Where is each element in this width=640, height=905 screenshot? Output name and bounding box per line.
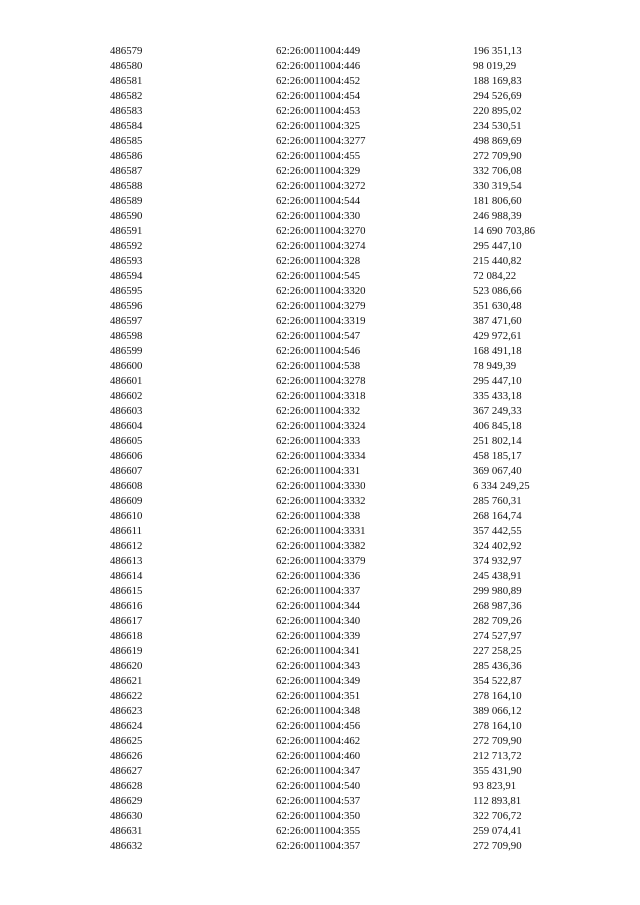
cadastral-number: 62:26:0011004:351 bbox=[276, 690, 361, 702]
cadastral-value: 523 086,66 bbox=[473, 285, 522, 297]
table-row bbox=[0, 494, 640, 509]
row-number: 486625 bbox=[110, 735, 143, 747]
row-number: 486608 bbox=[110, 480, 143, 492]
cadastral-value: 6 334 249,25 bbox=[473, 480, 530, 492]
table-row bbox=[0, 119, 640, 134]
row-number: 486591 bbox=[110, 225, 143, 237]
cadastral-number: 62:26:0011004:341 bbox=[276, 645, 361, 657]
row-number: 486618 bbox=[110, 630, 143, 642]
table-row bbox=[0, 524, 640, 539]
cadastral-value: 72 084,22 bbox=[473, 270, 517, 282]
cadastral-number: 62:26:0011004:462 bbox=[276, 735, 361, 747]
row-number: 486590 bbox=[110, 210, 143, 222]
table-row bbox=[0, 359, 640, 374]
table-row bbox=[0, 254, 640, 269]
cadastral-value-table bbox=[0, 44, 640, 854]
cadastral-value: 14 690 703,86 bbox=[473, 225, 536, 237]
cadastral-value: 220 895,02 bbox=[473, 105, 522, 117]
cadastral-number: 62:26:0011004:452 bbox=[276, 75, 361, 87]
row-number: 486587 bbox=[110, 165, 143, 177]
cadastral-value: 387 471,60 bbox=[473, 315, 522, 327]
cadastral-number: 62:26:0011004:537 bbox=[276, 795, 361, 807]
cadastral-number: 62:26:0011004:349 bbox=[276, 675, 361, 687]
cadastral-number: 62:26:0011004:332 bbox=[276, 405, 361, 417]
cadastral-number: 62:26:0011004:540 bbox=[276, 780, 361, 792]
row-number: 486584 bbox=[110, 120, 143, 132]
row-number: 486610 bbox=[110, 510, 143, 522]
row-number: 486607 bbox=[110, 465, 143, 477]
table-row bbox=[0, 674, 640, 689]
row-number: 486611 bbox=[110, 525, 142, 537]
table-row bbox=[0, 179, 640, 194]
table-row bbox=[0, 59, 640, 74]
cadastral-number: 62:26:0011004:3332 bbox=[276, 495, 366, 507]
cadastral-value: 330 319,54 bbox=[473, 180, 522, 192]
row-number: 486628 bbox=[110, 780, 143, 792]
cadastral-number: 62:26:0011004:3320 bbox=[276, 285, 366, 297]
cadastral-value: 429 972,61 bbox=[473, 330, 522, 342]
table-row bbox=[0, 329, 640, 344]
table-row bbox=[0, 569, 640, 584]
row-number: 486623 bbox=[110, 705, 143, 717]
table-row bbox=[0, 299, 640, 314]
row-number: 486594 bbox=[110, 270, 143, 282]
cadastral-value: 272 709,90 bbox=[473, 840, 522, 852]
cadastral-number: 62:26:0011004:454 bbox=[276, 90, 361, 102]
cadastral-value: 251 802,14 bbox=[473, 435, 522, 447]
table-row bbox=[0, 269, 640, 284]
cadastral-number: 62:26:0011004:336 bbox=[276, 570, 361, 582]
row-number: 486592 bbox=[110, 240, 143, 252]
cadastral-value: 322 706,72 bbox=[473, 810, 522, 822]
cadastral-value: 168 491,18 bbox=[473, 345, 522, 357]
row-number: 486614 bbox=[110, 570, 143, 582]
row-number: 486609 bbox=[110, 495, 143, 507]
cadastral-value: 332 706,08 bbox=[473, 165, 522, 177]
table-row bbox=[0, 584, 640, 599]
cadastral-number: 62:26:0011004:3331 bbox=[276, 525, 366, 537]
cadastral-value: 324 402,92 bbox=[473, 540, 522, 552]
cadastral-value: 181 806,60 bbox=[473, 195, 522, 207]
table-row bbox=[0, 389, 640, 404]
table-row bbox=[0, 419, 640, 434]
cadastral-value: 246 988,39 bbox=[473, 210, 522, 222]
row-number: 486581 bbox=[110, 75, 143, 87]
row-number: 486624 bbox=[110, 720, 143, 732]
cadastral-value: 278 164,10 bbox=[473, 720, 522, 732]
row-number: 486585 bbox=[110, 135, 143, 147]
cadastral-value: 335 433,18 bbox=[473, 390, 522, 402]
cadastral-number: 62:26:0011004:3278 bbox=[276, 375, 366, 387]
table-row bbox=[0, 554, 640, 569]
cadastral-value: 259 074,41 bbox=[473, 825, 522, 837]
table-row bbox=[0, 734, 640, 749]
cadastral-number: 62:26:0011004:330 bbox=[276, 210, 361, 222]
row-number: 486600 bbox=[110, 360, 143, 372]
row-number: 486579 bbox=[110, 45, 143, 57]
cadastral-value: 268 164,74 bbox=[473, 510, 522, 522]
row-number: 486593 bbox=[110, 255, 143, 267]
table-row bbox=[0, 764, 640, 779]
cadastral-value: 351 630,48 bbox=[473, 300, 522, 312]
row-number: 486630 bbox=[110, 810, 143, 822]
row-number: 486597 bbox=[110, 315, 143, 327]
row-number: 486632 bbox=[110, 840, 143, 852]
row-number: 486622 bbox=[110, 690, 143, 702]
table-row bbox=[0, 209, 640, 224]
cadastral-number: 62:26:0011004:340 bbox=[276, 615, 361, 627]
cadastral-number: 62:26:0011004:357 bbox=[276, 840, 361, 852]
cadastral-number: 62:26:0011004:446 bbox=[276, 60, 361, 72]
cadastral-number: 62:26:0011004:547 bbox=[276, 330, 361, 342]
table-row bbox=[0, 164, 640, 179]
cadastral-value: 272 709,90 bbox=[473, 735, 522, 747]
row-number: 486612 bbox=[110, 540, 143, 552]
table-row bbox=[0, 134, 640, 149]
table-row bbox=[0, 839, 640, 854]
cadastral-value: 406 845,18 bbox=[473, 420, 522, 432]
row-number: 486599 bbox=[110, 345, 143, 357]
row-number: 486604 bbox=[110, 420, 143, 432]
cadastral-number: 62:26:0011004:456 bbox=[276, 720, 361, 732]
table-row bbox=[0, 659, 640, 674]
cadastral-value: 112 893,81 bbox=[473, 795, 522, 807]
row-number: 486613 bbox=[110, 555, 143, 567]
row-number: 486620 bbox=[110, 660, 143, 672]
cadastral-value: 274 527,97 bbox=[473, 630, 522, 642]
cadastral-number: 62:26:0011004:344 bbox=[276, 600, 361, 612]
cadastral-value: 278 164,10 bbox=[473, 690, 522, 702]
row-number: 486629 bbox=[110, 795, 143, 807]
row-number: 486626 bbox=[110, 750, 143, 762]
row-number: 486621 bbox=[110, 675, 143, 687]
table-row bbox=[0, 719, 640, 734]
table-row bbox=[0, 149, 640, 164]
table-row bbox=[0, 464, 640, 479]
cadastral-value: 294 526,69 bbox=[473, 90, 522, 102]
row-number: 486598 bbox=[110, 330, 143, 342]
table-row bbox=[0, 794, 640, 809]
cadastral-number: 62:26:0011004:538 bbox=[276, 360, 361, 372]
row-number: 486595 bbox=[110, 285, 143, 297]
cadastral-value: 78 949,39 bbox=[473, 360, 517, 372]
cadastral-number: 62:26:0011004:449 bbox=[276, 45, 361, 57]
cadastral-value: 188 169,83 bbox=[473, 75, 522, 87]
row-number: 486616 bbox=[110, 600, 143, 612]
cadastral-number: 62:26:0011004:3272 bbox=[276, 180, 366, 192]
cadastral-number: 62:26:0011004:453 bbox=[276, 105, 361, 117]
row-number: 486596 bbox=[110, 300, 143, 312]
cadastral-value: 354 522,87 bbox=[473, 675, 522, 687]
cadastral-value: 245 438,91 bbox=[473, 570, 522, 582]
cadastral-number: 62:26:0011004:328 bbox=[276, 255, 361, 267]
row-number: 486602 bbox=[110, 390, 143, 402]
cadastral-number: 62:26:0011004:333 bbox=[276, 435, 361, 447]
row-number: 486619 bbox=[110, 645, 143, 657]
row-number: 486605 bbox=[110, 435, 143, 447]
cadastral-number: 62:26:0011004:339 bbox=[276, 630, 361, 642]
cadastral-value: 355 431,90 bbox=[473, 765, 522, 777]
cadastral-value: 268 987,36 bbox=[473, 600, 522, 612]
cadastral-number: 62:26:0011004:329 bbox=[276, 165, 361, 177]
table-row bbox=[0, 644, 640, 659]
row-number: 486589 bbox=[110, 195, 143, 207]
cadastral-value: 374 932,97 bbox=[473, 555, 522, 567]
cadastral-number: 62:26:0011004:343 bbox=[276, 660, 361, 672]
cadastral-number: 62:26:0011004:3270 bbox=[276, 225, 366, 237]
cadastral-number: 62:26:0011004:3277 bbox=[276, 135, 366, 147]
cadastral-number: 62:26:0011004:3319 bbox=[276, 315, 366, 327]
cadastral-number: 62:26:0011004:355 bbox=[276, 825, 361, 837]
row-number: 486627 bbox=[110, 765, 143, 777]
table-row bbox=[0, 689, 640, 704]
document-page bbox=[0, 44, 640, 854]
cadastral-number: 62:26:0011004:338 bbox=[276, 510, 361, 522]
row-number: 486586 bbox=[110, 150, 143, 162]
row-number: 486601 bbox=[110, 375, 143, 387]
cadastral-number: 62:26:0011004:3382 bbox=[276, 540, 366, 552]
cadastral-number: 62:26:0011004:546 bbox=[276, 345, 361, 357]
cadastral-number: 62:26:0011004:331 bbox=[276, 465, 361, 477]
cadastral-value: 215 440,82 bbox=[473, 255, 522, 267]
cadastral-number: 62:26:0011004:350 bbox=[276, 810, 361, 822]
table-row bbox=[0, 749, 640, 764]
cadastral-number: 62:26:0011004:3318 bbox=[276, 390, 366, 402]
cadastral-number: 62:26:0011004:544 bbox=[276, 195, 361, 207]
cadastral-value: 285 436,36 bbox=[473, 660, 522, 672]
row-number: 486615 bbox=[110, 585, 143, 597]
cadastral-number: 62:26:0011004:3379 bbox=[276, 555, 366, 567]
table-row bbox=[0, 704, 640, 719]
cadastral-number: 62:26:0011004:3324 bbox=[276, 420, 366, 432]
table-row bbox=[0, 314, 640, 329]
cadastral-number: 62:26:0011004:337 bbox=[276, 585, 361, 597]
cadastral-value: 295 447,10 bbox=[473, 240, 522, 252]
cadastral-number: 62:26:0011004:3274 bbox=[276, 240, 366, 252]
cadastral-number: 62:26:0011004:545 bbox=[276, 270, 361, 282]
cadastral-value: 295 447,10 bbox=[473, 375, 522, 387]
cadastral-value: 367 249,33 bbox=[473, 405, 522, 417]
row-number: 486606 bbox=[110, 450, 143, 462]
table-row bbox=[0, 404, 640, 419]
table-row bbox=[0, 779, 640, 794]
cadastral-number: 62:26:0011004:3334 bbox=[276, 450, 366, 462]
table-row bbox=[0, 89, 640, 104]
table-row bbox=[0, 809, 640, 824]
table-row bbox=[0, 509, 640, 524]
table-row bbox=[0, 824, 640, 839]
cadastral-value: 357 442,55 bbox=[473, 525, 522, 537]
cadastral-value: 93 823,91 bbox=[473, 780, 517, 792]
table-row bbox=[0, 74, 640, 89]
cadastral-value: 285 760,31 bbox=[473, 495, 522, 507]
cadastral-value: 299 980,89 bbox=[473, 585, 522, 597]
table-row bbox=[0, 374, 640, 389]
cadastral-number: 62:26:0011004:348 bbox=[276, 705, 361, 717]
cadastral-value: 227 258,25 bbox=[473, 645, 522, 657]
table-row bbox=[0, 539, 640, 554]
table-row bbox=[0, 104, 640, 119]
table-row bbox=[0, 224, 640, 239]
row-number: 486588 bbox=[110, 180, 143, 192]
cadastral-number: 62:26:0011004:325 bbox=[276, 120, 361, 132]
table-row bbox=[0, 284, 640, 299]
table-row bbox=[0, 479, 640, 494]
cadastral-value: 369 067,40 bbox=[473, 465, 522, 477]
row-number: 486631 bbox=[110, 825, 143, 837]
cadastral-value: 234 530,51 bbox=[473, 120, 522, 132]
table-row bbox=[0, 344, 640, 359]
cadastral-value: 458 185,17 bbox=[473, 450, 522, 462]
cadastral-value: 282 709,26 bbox=[473, 615, 522, 627]
table-row bbox=[0, 239, 640, 254]
cadastral-value: 272 709,90 bbox=[473, 150, 522, 162]
cadastral-value: 389 066,12 bbox=[473, 705, 522, 717]
cadastral-value: 498 869,69 bbox=[473, 135, 522, 147]
cadastral-number: 62:26:0011004:347 bbox=[276, 765, 361, 777]
row-number: 486603 bbox=[110, 405, 143, 417]
table-row bbox=[0, 434, 640, 449]
row-number: 486617 bbox=[110, 615, 143, 627]
table-row bbox=[0, 599, 640, 614]
row-number: 486582 bbox=[110, 90, 143, 102]
cadastral-value: 196 351,13 bbox=[473, 45, 522, 57]
cadastral-number: 62:26:0011004:460 bbox=[276, 750, 361, 762]
row-number: 486583 bbox=[110, 105, 143, 117]
table-row bbox=[0, 449, 640, 464]
cadastral-number: 62:26:0011004:3330 bbox=[276, 480, 366, 492]
cadastral-number: 62:26:0011004:455 bbox=[276, 150, 361, 162]
table-row bbox=[0, 614, 640, 629]
table-row bbox=[0, 44, 640, 59]
cadastral-number: 62:26:0011004:3279 bbox=[276, 300, 366, 312]
table-row bbox=[0, 194, 640, 209]
row-number: 486580 bbox=[110, 60, 143, 72]
cadastral-value: 98 019,29 bbox=[473, 60, 517, 72]
cadastral-value: 212 713,72 bbox=[473, 750, 522, 762]
table-row bbox=[0, 629, 640, 644]
